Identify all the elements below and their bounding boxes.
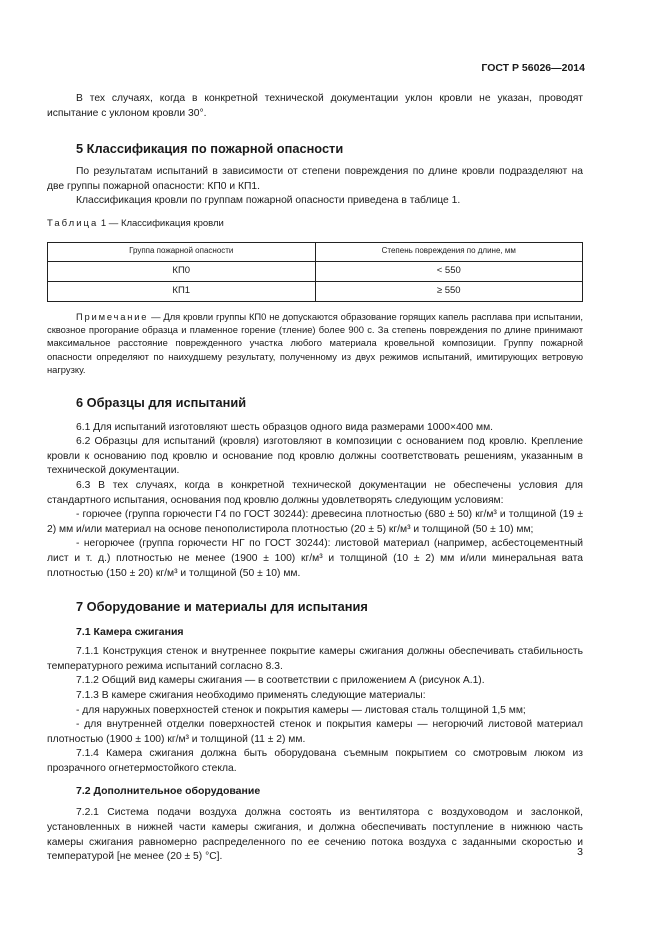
- section-7-list-item-1: - для наружных поверхностей стенок и покрытия камеры — листовая сталь толщиной 1,5 мм;: [76, 704, 526, 716]
- document-header: ГОСТ Р 56026—2014: [481, 62, 585, 74]
- subsection-7-2-title: 7.2 Дополнительное оборудование: [76, 785, 261, 798]
- section-5-paragraph-1: По результатам испытаний в зависимости от степени повреждения по длине кровли подразделяют на две группы пожарной опасности: КП0 и КП1.: [47, 166, 583, 192]
- section-6-paragraph-2: 6.2 Образцы для испытаний (кровля) изготовляют в композиции с основанием под кровлю. Крепление кровли к основанию под кровлю и основание под кровлю должны соответствовать решениям, указанным в технической документации.: [47, 436, 583, 477]
- section-6-list-item-1: - горючее (группа горючести Г4 по ГОСТ 30244): древесина плотностью (680 ± 50) кг/м³ и толщиной (19 ± 2) мм и/или материал на основе пенополистирола плотностью (20 ± 5) кг/м³ и толщиной (50 ± 10) мм;: [47, 509, 583, 535]
- section-6-paragraph-1: 6.1 Для испытаний изготовляют шесть образцов одного вида размерами 1000×400 мм.: [76, 421, 494, 433]
- table-cell-group: КП1: [48, 281, 316, 301]
- table-caption-text: 1 — Классификация кровли: [98, 217, 224, 229]
- table-row: [48, 281, 583, 301]
- note-word: Примечание: [76, 310, 149, 322]
- table-header-row: [48, 242, 583, 261]
- table-cell-damage: < 550: [315, 261, 583, 281]
- page-number: 3: [577, 846, 583, 858]
- section-7-paragraph-4: 7.1.4 Камера сжигания должна быть оборудована съемным покрытием со смотровым люком из прозрачного огнетермостойкого стекла.: [47, 748, 583, 774]
- classification-table: [47, 242, 583, 302]
- note-text: — Для кровли группы КП0 не допускаются образование горящих капель расплава при испытании, сквозное прогорание образца и пламенное горение (тление) более 900 с. За степень повреждения по длине принимают максимальное расстояние поврежденного участка любого материала кровельной композиции. Группу пожарной опасности определяют по наихудшему результату, полученному из двух режимов испытаний, имитирующих ветровую нагрузку.: [47, 310, 583, 376]
- section-7-list-item-2: - для внутренней отделки поверхностей стенок и покрытия камеры — негорючий листовой материал плотностью (1900 ± 100) кг/м³ и толщиной (11 ± 2) мм.: [47, 719, 583, 745]
- subsection-7-1-title: 7.1 Камера сжигания: [76, 626, 184, 639]
- document-body: [47, 92, 583, 865]
- section-6-title: 6 Образцы для испытаний: [76, 394, 247, 410]
- section-7-paragraph-3: 7.1.3 В камере сжигания необходимо применять следующие материалы:: [76, 689, 426, 701]
- table-cell-damage: ≥ 550: [315, 281, 583, 301]
- table-row: [48, 261, 583, 281]
- table-note: [47, 310, 583, 377]
- section-7-title: 7 Оборудование и материалы для испытания: [76, 599, 368, 615]
- section-6-list-item-2: - негорючее (группа горючести НГ по ГОСТ 30244): листовой материал (например, асбестоцементный лист и т. д.) плотностью не менее (1900 ± 100) кг/м³ и толщиной (10 ± 2) мм и/или минеральная вата плотностью (150 ± 20) кг/м³ и толщиной (50 ± 10) мм.: [47, 538, 583, 579]
- intro-paragraph: В тех случаях, когда в конкретной технической документации уклон кровли не указан, проводят испытание с уклоном кровли 30°.: [47, 93, 583, 119]
- section-6-paragraph-3: 6.3 В тех случаях, когда в конкретной технической документации не обеспечены условия для стандартного испытания, основания под кровлю должны удовлетворять следующим условиям:: [47, 479, 583, 506]
- section-7-paragraph-5: 7.2.1 Система подачи воздуха должна состоять из вентилятора с воздуховодом и заслонкой, установленных в нижней части камеры сжигания, и должна обеспечивать поступление в нижнюю часть камеры сжигания равномерно распределенного по ее сечению потока воздуха с заданными скоростью и температурой [не менее (20 ± 5) °С].: [47, 807, 583, 863]
- table-caption: [47, 217, 583, 232]
- section-7-paragraph-1: 7.1.1 Конструкция стенок и внутреннее покрытие камеры сжигания должны обеспечивать стабильность температурного режима испытаний согласно 8.3.: [47, 646, 583, 672]
- table-cell-group: КП0: [48, 261, 316, 281]
- section-5-title: 5 Классификация по пожарной опасности: [76, 141, 344, 157]
- table-header-damage: Степень повреждения по длине, мм: [315, 242, 583, 261]
- section-7-paragraph-2: 7.1.2 Общий вид камеры сжигания — в соответствии с приложением А (рисунок А.1).: [76, 675, 485, 687]
- section-5-paragraph-2: Классификация кровли по группам пожарной опасности приведена в таблице 1.: [76, 195, 461, 207]
- table-header-group: Группа пожарной опасности: [48, 242, 316, 261]
- table-caption-word: Таблица: [47, 217, 99, 229]
